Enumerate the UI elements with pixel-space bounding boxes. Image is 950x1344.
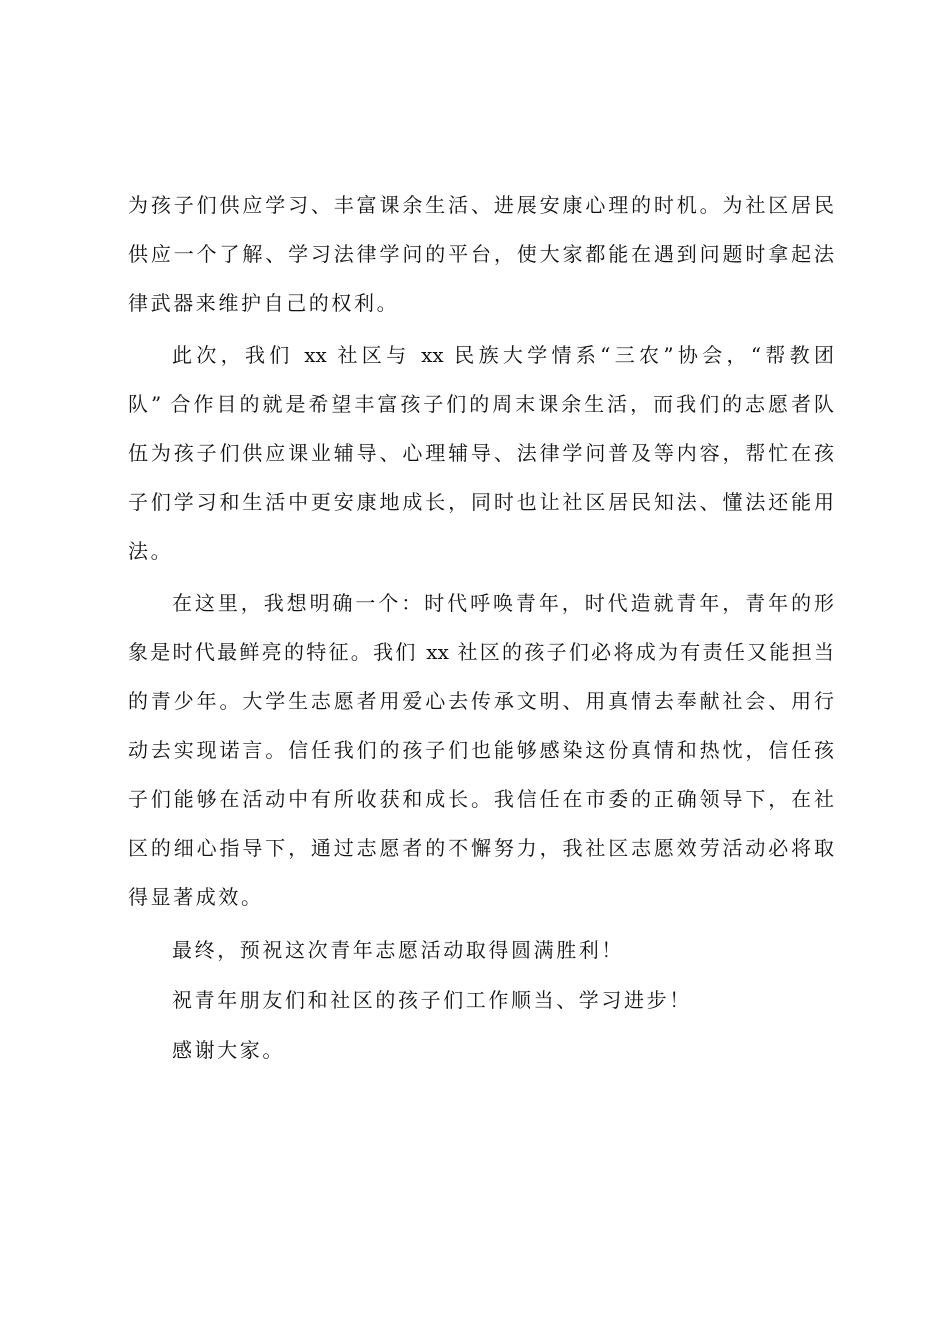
paragraph-line: 此次，我们 xx 社区与 xx 民族大学情系“三农”协会，“帮教团 (172, 343, 834, 367)
paragraph-line: 子们能够在活动中有所收获和成长。我信任在市委的正确领导下，在社 (128, 787, 834, 811)
paragraph-line: 感谢大家。 (172, 1038, 285, 1062)
paragraph-line: 动去实现诺言。信任我们的孩子们也能够感染这份真情和热忱，信任孩 (128, 738, 834, 762)
paragraph-line: 在这里，我想明确一个：时代呼唤青年，时代造就青年，青年的形 (172, 591, 834, 615)
paragraph-line: 祝青年朋友们和社区的孩子们工作顺当、学习进步！ (172, 988, 692, 1012)
paragraph-line: 区的细心指导下，通过志愿者的不懈努力，我社区志愿效劳活动必将取 (128, 836, 834, 860)
paragraph-line: 的青少年。大学生志愿者用爱心去传承文明、用真情去奉献社会、用行 (128, 689, 834, 713)
paragraph-line: 为孩子们供应学习、丰富课余生活、进展安康心理的时机。为社区居民 (128, 193, 834, 217)
paragraph-line: 伍为孩子们供应课业辅导、心理辅导、法律学问普及等内容，帮忙在孩 (128, 441, 834, 465)
paragraph-line: 供应一个了解、学习法律学问的平台，使大家都能在遇到问题时拿起法 (128, 242, 834, 266)
paragraph-line: 子们学习和生活中更安康地成长，同时也让社区居民知法、懂法还能用 (128, 490, 834, 514)
paragraph-line: 最终，预祝这次青年志愿活动取得圆满胜利！ (172, 938, 624, 962)
paragraph-line: 法。 (128, 539, 174, 563)
paragraph-line: 得显著成效。 (128, 885, 264, 909)
paragraph-line: 象是时代最鲜亮的特征。我们 xx 社区的孩子们必将成为有责任又能担当 (128, 640, 834, 664)
paragraph-line: 队” 合作目的就是希望丰富孩子们的周末课余生活，而我们的志愿者队 (128, 392, 834, 416)
paragraph-line: 律武器来维护自己的权利。 (128, 291, 400, 315)
